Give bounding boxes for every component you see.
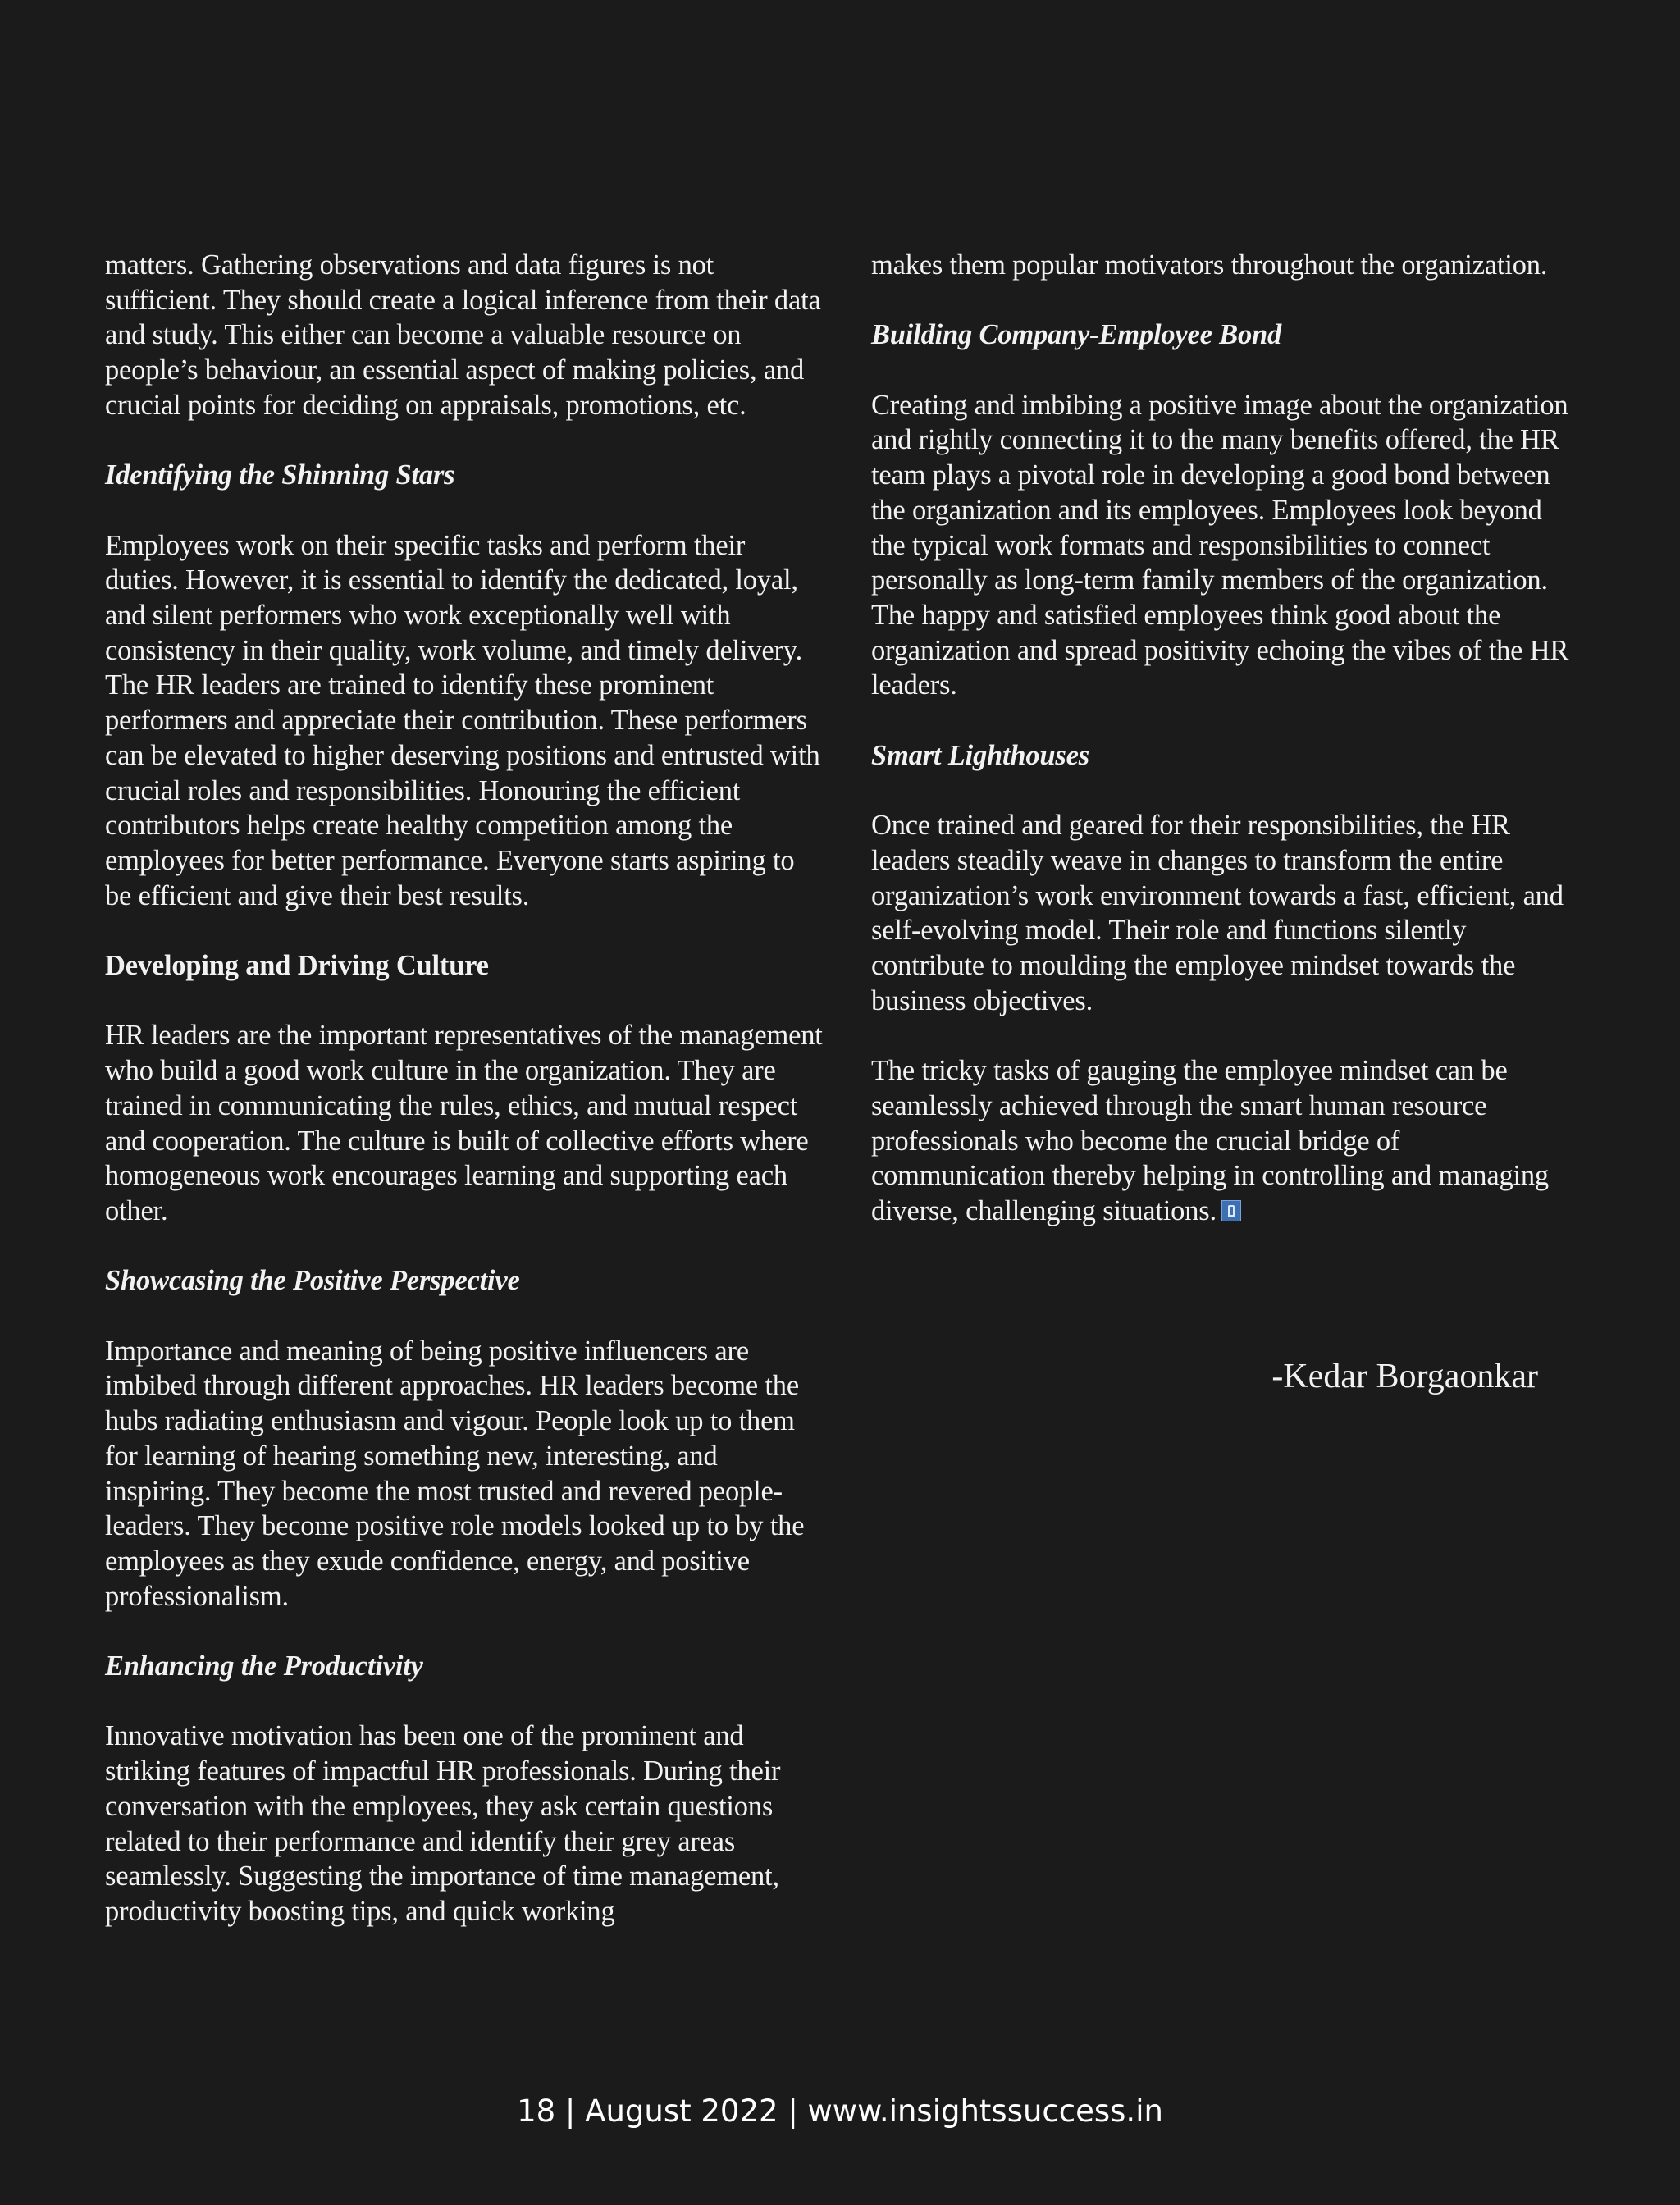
driving-culture-paragraph: HR leaders are the important representatives of the management who build a good work culture in the organization. They are trained in communicating the rules, ethics, and mutual respect and cooperation. The culture is built of collective efforts where homogeneous work encourages learning and supporting each other.: [105, 1020, 823, 1226]
company-employee-bond-paragraph: Creating and imbibing a positive image about the organization and rightly connecting it to the many benefits offered, the HR team plays a pivotal role in developing a good bond between the organization and its employees. Employees look beyond the typical work formats and responsibilities to connect personally as long-term family members of the organization. The happy and satisfied employees think good about the organization and spread positivity echoing the vibes of the HR leaders.: [871, 389, 1569, 701]
positive-perspective-paragraph: Importance and meaning of being positive influencers are imbibed through different approaches. HR leaders become the hubs radiating enthusiasm and vigour. People look up to them for learning of hearing something new, interesting, and inspiring. They become the most trusted and revered people-leaders. They become positive role models looked up to by the employees as they exude confidence, energy, and positive professionalism.: [105, 1335, 805, 1612]
heading-positive-perspective: Showcasing the Positive Perspective: [105, 1265, 520, 1297]
page-footer: 18 | August 2022 | www.insightssuccess.in: [517, 2093, 1163, 2129]
shinning-stars-paragraph: Employees work on their specific tasks and perform their duties. However, it is essential to identify the dedicated, loyal, and silent performers who work exceptionally well with consistency in their quality, work volume, and timely delivery. The HR leaders are trained to identify these prominent performers and appreciate their contribution. These performers can be elevated to higher deserving positions and entrusted with crucial roles and responsibilities. Honouring the efficient contributors helps create healthy competition among the employees for better performance. Everyone starts aspiring to be efficient and give their best results.: [105, 529, 820, 911]
end-of-article-icon: [1221, 1200, 1241, 1221]
heading-shinning-stars: Identifying the Shinning Stars: [105, 459, 455, 491]
author-signature: -Kedar Borgaonkar: [1271, 1358, 1538, 1395]
heading-driving-culture: Developing and Driving Culture: [105, 950, 489, 982]
smart-lighthouses-paragraph: Once trained and geared for their responsibilities, the HR leaders steadily weave in changes to transform the entire organization’s work environment towards a fast, efficient, and self-evolving model. Their role and functions silently contribute to moulding the employee mindset towards the business objectives.: [871, 810, 1564, 1016]
closing-paragraph-text: The tricky tasks of gauging the employee mindset can be seamlessly achieved through the smart human resource professionals who become the crucial bridge of communication thereby helping in controlling and managing diverse, challenging situations.: [871, 1055, 1549, 1226]
right-column: [871, 248, 1578, 1263]
heading-productivity: Enhancing the Productivity: [105, 1650, 423, 1682]
left-column: [105, 248, 823, 1964]
intro-paragraph: matters. Gathering observations and data figures is not sufficient. They should create a logical inference from their data and study. This either can become a valuable resource on people’s behaviour, an essential aspect of making policies, and crucial points for deciding on appraisals, promotions, etc.: [105, 249, 821, 421]
continued-paragraph: makes them popular motivators throughout the organization.: [871, 249, 1548, 281]
productivity-paragraph: Innovative motivation has been one of the prominent and striking features of impactful HR professionals. During their conversation with the employees, they ask certain questions related to their performance and identify their grey areas seamlessly. Suggesting the importance of time management, productivity boosting tips, and quick working: [105, 1720, 781, 1927]
heading-smart-lighthouses: Smart Lighthouses: [871, 739, 1089, 771]
closing-paragraph: [871, 1053, 1578, 1229]
heading-company-employee-bond: Building Company-Employee Bond: [871, 319, 1282, 351]
